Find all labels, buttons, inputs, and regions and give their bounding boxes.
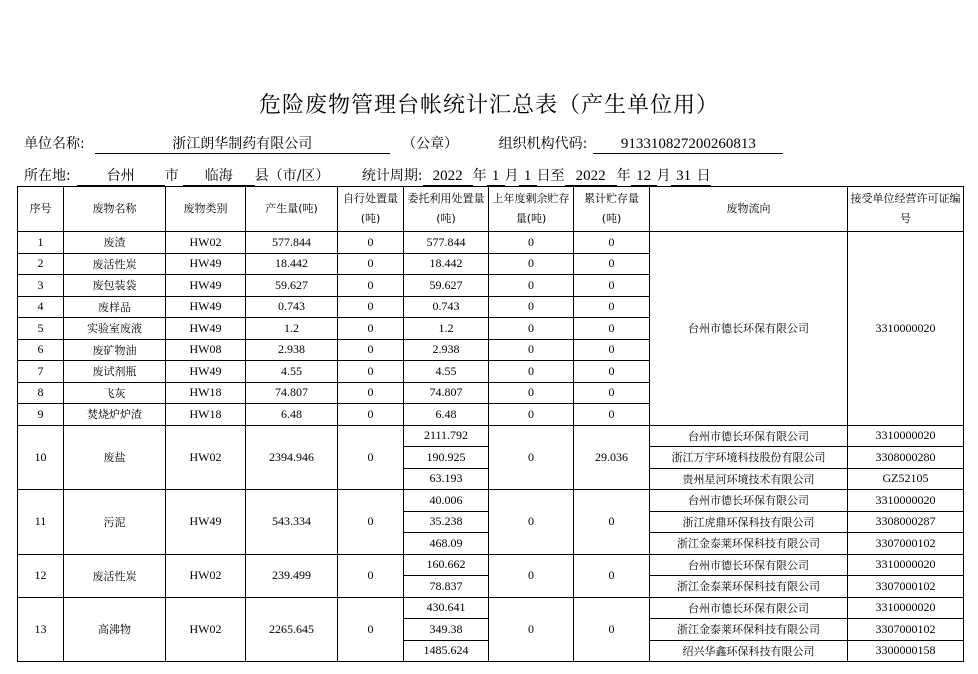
cell-license: 3308000287 (848, 511, 964, 533)
cell-cumulative: 0 (574, 253, 650, 275)
cell-entrusted: 430.641 (404, 597, 489, 619)
cell-license: 3310000020 (848, 554, 964, 576)
cell-produced: 1.2 (246, 318, 338, 340)
cell-self-disposal: 0 (338, 382, 404, 404)
cell-produced: 0.743 (246, 296, 338, 318)
cell-produced: 74.807 (246, 382, 338, 404)
cell-flow: 浙江万宇环境科技股份有限公司 (650, 447, 848, 469)
cell-produced: 239.499 (246, 554, 338, 597)
cell-last-year: 0 (489, 296, 574, 318)
cell-category: HW49 (166, 361, 246, 383)
cell-category: HW49 (166, 490, 246, 555)
cell-license: 3300000158 (848, 640, 964, 662)
cell-license: 3307000102 (848, 533, 964, 555)
cell-entrusted: 577.844 (404, 232, 489, 254)
day-to: 日至 (536, 168, 565, 184)
cell-category: HW08 (166, 339, 246, 361)
city: 台州 (77, 165, 165, 186)
cell-flow: 台州市德长环保有限公司 (650, 490, 848, 512)
cell-category: HW18 (166, 382, 246, 404)
cell-name: 焚烧炉炉渣 (64, 404, 166, 426)
cell-cumulative: 29.036 (574, 425, 650, 490)
cell-cumulative: 0 (574, 232, 650, 254)
header-flow: 废物流向 (650, 187, 848, 232)
cell-flow: 台州市德长环保有限公司 (650, 232, 848, 426)
cell-seq: 6 (18, 339, 64, 361)
period-month-end: 12 (631, 168, 657, 186)
period-month-start: 1 (487, 168, 505, 186)
unit-name: 浙江朗华制药有限公司 (95, 133, 390, 154)
period-year-end: 2022 (565, 168, 617, 186)
cell-entrusted: 2111.792 (404, 425, 489, 447)
cell-license: 3307000102 (848, 619, 964, 641)
cell-name: 废盐 (64, 425, 166, 490)
cell-cumulative: 0 (574, 597, 650, 662)
page-title: 危险废物管理台帐统计汇总表（产生单位用） (258, 93, 719, 118)
cell-name: 废包装袋 (64, 275, 166, 297)
cell-entrusted: 59.627 (404, 275, 489, 297)
period-day-start: 1 (519, 168, 537, 186)
cell-cumulative: 0 (574, 339, 650, 361)
cell-cumulative: 0 (574, 554, 650, 597)
cell-entrusted: 1485.624 (404, 640, 489, 662)
cell-name: 废活性炭 (64, 554, 166, 597)
cell-self-disposal: 0 (338, 490, 404, 555)
cell-last-year: 0 (489, 404, 574, 426)
cell-seq: 9 (18, 404, 64, 426)
cell-seq: 13 (18, 597, 64, 662)
cell-flow: 贵州星河环境技术有限公司 (650, 468, 848, 490)
year-word-1: 年 (472, 168, 487, 184)
cell-seq: 5 (18, 318, 64, 340)
cell-last-year: 0 (489, 490, 574, 555)
cell-self-disposal: 0 (338, 361, 404, 383)
cell-last-year: 0 (489, 318, 574, 340)
cell-entrusted: 2.938 (404, 339, 489, 361)
cell-category: HW18 (166, 404, 246, 426)
cell-seq: 10 (18, 425, 64, 490)
cell-entrusted: 40.006 (404, 490, 489, 512)
cell-produced: 543.334 (246, 490, 338, 555)
cell-entrusted: 35.238 (404, 511, 489, 533)
cell-last-year: 0 (489, 554, 574, 597)
county: 临海 (183, 165, 255, 186)
cell-produced: 59.627 (246, 275, 338, 297)
period-year-start: 2022 (423, 168, 473, 186)
period-label: 统计周期: (361, 168, 423, 184)
unit-line (24, 133, 783, 154)
header-category: 废物类别 (166, 187, 246, 232)
header-cumulative: 累计贮存量(吨) (574, 187, 650, 232)
cell-self-disposal: 0 (338, 296, 404, 318)
cell-flow: 台州市德长环保有限公司 (650, 554, 848, 576)
org-code-label: 组织机构代码: (498, 136, 588, 152)
cell-license: 3310000020 (848, 232, 964, 426)
table-row (18, 554, 964, 576)
unit-label: 单位名称: (24, 136, 85, 152)
seal-label: （公章） (402, 136, 459, 152)
month-word-1: 月 (504, 168, 519, 184)
cell-produced: 2.938 (246, 339, 338, 361)
cell-name: 废活性炭 (64, 253, 166, 275)
cell-produced: 6.48 (246, 404, 338, 426)
cell-last-year: 0 (489, 361, 574, 383)
cell-category: HW49 (166, 275, 246, 297)
cell-flow: 浙江虎鼎环保科技有限公司 (650, 511, 848, 533)
header-produced: 产生量(吨) (246, 187, 338, 232)
city-suffix: 市 (164, 168, 179, 184)
cell-entrusted: 18.442 (404, 253, 489, 275)
cell-entrusted: 190.925 (404, 447, 489, 469)
cell-self-disposal: 0 (338, 554, 404, 597)
cell-seq: 8 (18, 382, 64, 404)
cell-license: GZ52105 (848, 468, 964, 490)
cell-last-year: 0 (489, 425, 574, 490)
cell-category: HW02 (166, 597, 246, 662)
cell-flow: 浙江金泰莱环保科技有限公司 (650, 576, 848, 598)
cell-entrusted: 4.55 (404, 361, 489, 383)
cell-last-year: 0 (489, 339, 574, 361)
cell-seq: 1 (18, 232, 64, 254)
cell-name: 废渣 (64, 232, 166, 254)
cell-cumulative: 0 (574, 404, 650, 426)
cell-license: 3307000102 (848, 576, 964, 598)
cell-entrusted: 160.662 (404, 554, 489, 576)
day-word: 日 (697, 165, 711, 186)
header-self-disposal: 自行处置量(吨) (338, 187, 404, 232)
cell-entrusted: 74.807 (404, 382, 489, 404)
cell-category: HW49 (166, 253, 246, 275)
cell-last-year: 0 (489, 597, 574, 662)
cell-self-disposal: 0 (338, 275, 404, 297)
cell-seq: 11 (18, 490, 64, 555)
table-row (18, 597, 964, 619)
cell-last-year: 0 (489, 253, 574, 275)
cell-category: HW02 (166, 425, 246, 490)
cell-flow: 浙江金泰莱环保科技有限公司 (650, 619, 848, 641)
header-license: 接受单位经营许可证编号 (848, 187, 964, 232)
county-suffix: 县（市/区） (254, 168, 330, 184)
cell-entrusted: 349.38 (404, 619, 489, 641)
cell-category: HW02 (166, 554, 246, 597)
cell-produced: 4.55 (246, 361, 338, 383)
cell-category: HW49 (166, 318, 246, 340)
cell-category: HW49 (166, 296, 246, 318)
cell-seq: 3 (18, 275, 64, 297)
ledger-table (17, 186, 964, 662)
cell-seq: 7 (18, 361, 64, 383)
cell-last-year: 0 (489, 275, 574, 297)
cell-entrusted: 468.09 (404, 533, 489, 555)
cell-license: 3308000280 (848, 447, 964, 469)
cell-seq: 12 (18, 554, 64, 597)
cell-produced: 2394.946 (246, 425, 338, 490)
year-word-2: 年 (616, 168, 631, 184)
month-word-2: 月 (656, 168, 671, 184)
header-name: 废物名称 (64, 187, 166, 232)
cell-category: HW02 (166, 232, 246, 254)
cell-flow: 台州市德长环保有限公司 (650, 597, 848, 619)
cell-produced: 2265.645 (246, 597, 338, 662)
cell-cumulative: 0 (574, 361, 650, 383)
cell-self-disposal: 0 (338, 597, 404, 662)
cell-license: 3310000020 (848, 490, 964, 512)
table-row (18, 490, 964, 512)
cell-self-disposal: 0 (338, 425, 404, 490)
cell-flow: 台州市德长环保有限公司 (650, 425, 848, 447)
org-code: 913310827200260813 (593, 136, 783, 154)
table-row (18, 425, 964, 447)
cell-name: 污泥 (64, 490, 166, 555)
cell-cumulative: 0 (574, 318, 650, 340)
cell-entrusted: 63.193 (404, 468, 489, 490)
cell-license: 3310000020 (848, 425, 964, 447)
cell-name: 飞灰 (64, 382, 166, 404)
header-entrusted: 委托利用处置量(吨) (404, 187, 489, 232)
cell-cumulative: 0 (574, 296, 650, 318)
cell-cumulative: 0 (574, 490, 650, 555)
cell-flow: 绍兴华鑫环保科技有限公司 (650, 640, 848, 662)
cell-seq: 4 (18, 296, 64, 318)
period-day-end: 31 (671, 168, 697, 186)
cell-name: 废样品 (64, 296, 166, 318)
location-label: 所在地: (24, 168, 71, 184)
cell-last-year: 0 (489, 232, 574, 254)
cell-entrusted: 78.837 (404, 576, 489, 598)
cell-entrusted: 1.2 (404, 318, 489, 340)
cell-cumulative: 0 (574, 275, 650, 297)
cell-entrusted: 6.48 (404, 404, 489, 426)
cell-produced: 18.442 (246, 253, 338, 275)
cell-name: 高沸物 (64, 597, 166, 662)
cell-cumulative: 0 (574, 382, 650, 404)
cell-produced: 577.844 (246, 232, 338, 254)
header-row (18, 187, 964, 232)
cell-name: 废矿物油 (64, 339, 166, 361)
cell-name: 实验室废液 (64, 318, 166, 340)
cell-last-year: 0 (489, 382, 574, 404)
cell-flow: 浙江金泰莱环保科技有限公司 (650, 533, 848, 555)
cell-license: 3310000020 (848, 597, 964, 619)
cell-self-disposal: 0 (338, 253, 404, 275)
location-line (24, 165, 711, 186)
header-last-year: 上年度剩余贮存量(吨) (489, 187, 574, 232)
cell-self-disposal: 0 (338, 318, 404, 340)
cell-name: 废试剂瓶 (64, 361, 166, 383)
cell-seq: 2 (18, 253, 64, 275)
cell-self-disposal: 0 (338, 404, 404, 426)
header-seq: 序号 (18, 187, 64, 232)
cell-self-disposal: 0 (338, 339, 404, 361)
cell-self-disposal: 0 (338, 232, 404, 254)
table-row (18, 232, 964, 254)
cell-entrusted: 0.743 (404, 296, 489, 318)
